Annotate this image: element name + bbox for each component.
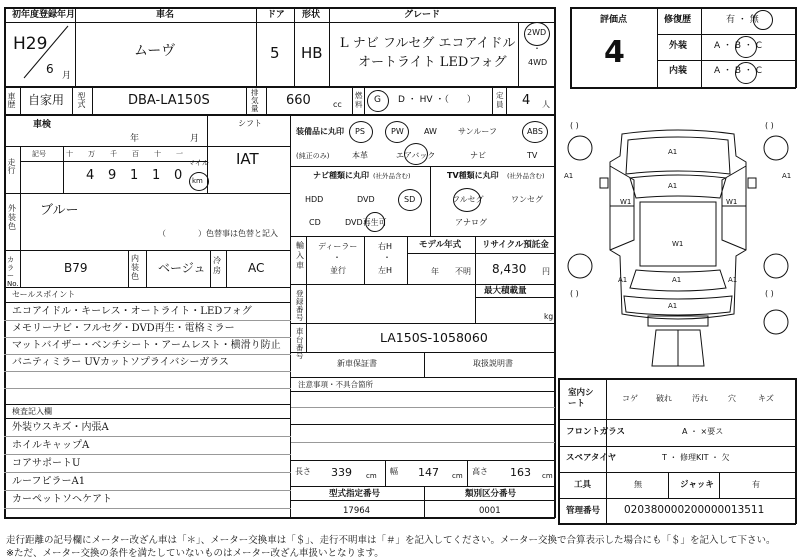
- height-label: 高さ: [472, 467, 488, 476]
- tools-label: 工具: [574, 480, 592, 490]
- damage-mark: A1: [672, 276, 682, 284]
- footer-line1: 走行距離の記号欄にメーター改ざん車は「＊」、メーター交換車は「＄」、走行不明車は「＃」を記入してください。メーター交換で合算表示した場合にも「＄」を記入して下さい。: [6, 535, 776, 546]
- model-label: 型式: [77, 92, 86, 108]
- cc-unit: cc: [333, 100, 342, 109]
- capacity-label: 定員: [496, 91, 504, 109]
- equip-item: PW: [391, 127, 404, 136]
- color-value: ブルー: [40, 203, 79, 218]
- navi-item: DVD再生可: [345, 218, 387, 227]
- seat-item: 破れ: [656, 394, 672, 403]
- shaken-year-suffix: 年: [130, 134, 140, 144]
- tv-item: ワンセグ: [511, 195, 543, 204]
- jack-label: ジャッキ: [680, 480, 714, 490]
- shift-label: シフト: [238, 119, 262, 128]
- interior-color-label: 内装色: [131, 254, 139, 281]
- kg-unit: kg: [544, 312, 554, 321]
- seat-item: 穴: [728, 394, 736, 403]
- windshield-label: フロントガラス: [566, 427, 625, 437]
- interior-scale: A ・ B ・ C: [714, 66, 763, 76]
- length-value: 339: [331, 466, 352, 479]
- yen-unit: 円: [542, 267, 550, 276]
- reg-year-label: 初年度登録年月: [12, 10, 76, 20]
- mileage-digit: 9: [108, 168, 117, 183]
- inspector-line: 外装ウスキズ・内張A: [12, 422, 109, 433]
- exterior-label: 外装: [669, 41, 688, 51]
- height-value: 163: [510, 466, 531, 479]
- door-label: ドア: [267, 10, 285, 20]
- navi-item: DVD: [357, 195, 375, 204]
- width-value: 147: [418, 466, 439, 479]
- reg-year-value: H29: [13, 34, 48, 54]
- tv-title: TV種類に丸印: [447, 171, 499, 180]
- drive-2wd: 2WD: [527, 28, 547, 37]
- sales-point-line: エコアイドル・キーレス・オートライト・LEDフォグ: [12, 306, 252, 317]
- damage-mark: A1: [564, 172, 574, 180]
- fuel-rest: D ・ HV ・（ ）: [398, 95, 476, 105]
- shaken-month-suffix: 月: [190, 134, 200, 144]
- shape-label: 形状: [302, 10, 321, 20]
- damage-mark: A1: [618, 276, 628, 284]
- left-hand: 左H: [378, 266, 393, 275]
- km-label: km: [192, 177, 203, 185]
- fullseg-circle: [453, 188, 481, 212]
- exterior-b-circle: [735, 36, 757, 58]
- hand-dot: ・: [383, 253, 391, 262]
- displacement-label: 排気量: [251, 88, 259, 113]
- sales-point-line: バニティミラー UVカットソプライバシーガラス: [12, 357, 229, 368]
- shift-value: IAT: [236, 150, 259, 168]
- equip-item: サンルーフ: [458, 127, 497, 136]
- windshield-value: A ・ ×要ス: [682, 427, 724, 436]
- equip-item: ナビ: [470, 151, 486, 160]
- mileage-mark: 十: [66, 150, 73, 158]
- color-label: 外装色: [8, 204, 16, 231]
- class-no-value: 0001: [479, 506, 501, 516]
- chassis-label: 車台番号: [296, 327, 304, 360]
- name-label: 車名: [156, 10, 175, 20]
- mileage-mark: 千: [110, 150, 117, 158]
- interior-seat-label: 室内シート: [568, 388, 594, 409]
- mileage-digit: 1: [152, 168, 161, 183]
- tv-item: フルセグ: [452, 195, 484, 204]
- warranty-label: 新車保証書: [337, 359, 377, 368]
- recycle-value: 8,430: [492, 262, 527, 276]
- recycle-label: リサイクル預託金: [482, 240, 549, 250]
- inspector-line: ルーフピラーA1: [12, 476, 86, 487]
- chassis-value: LA150S-1058060: [380, 330, 488, 345]
- equipment-label: 装備品に丸印: [296, 127, 344, 136]
- sales-point-line: マットバイザー・ベンチシート・アームレスト・横滑り防止: [12, 340, 281, 351]
- equip-item: エアバック: [396, 151, 436, 160]
- equip-item: ABS: [527, 127, 543, 136]
- exterior-scale: A ・ B ・ C: [714, 41, 763, 51]
- drive-4wd: 4WD: [528, 58, 548, 67]
- damage-mark: W1: [726, 198, 738, 206]
- dvd-play-circle: [365, 212, 385, 232]
- ps-circle: [349, 121, 373, 143]
- displacement-value: 660: [286, 93, 311, 108]
- reg-number-label: 登録番号: [296, 289, 304, 322]
- inspector-line: カーペットソヘケアト: [12, 494, 112, 505]
- seat-item: 汚れ: [692, 394, 708, 403]
- fuel-g: G: [374, 95, 381, 105]
- pw-circle: [385, 121, 409, 143]
- reg-month-value: 6: [46, 62, 54, 76]
- class-no-label: 類別区分番号: [465, 489, 517, 499]
- mileage-mark: 記号: [32, 150, 46, 158]
- equip-item: AW: [424, 127, 437, 136]
- rating-value: 4: [604, 35, 625, 70]
- spare-label: スペアタイヤ: [566, 453, 617, 463]
- damage-mark: W1: [672, 240, 684, 248]
- equip-item: 本革: [352, 151, 368, 160]
- inspector-label: 検査記入欄: [12, 407, 52, 416]
- equipment-sub: (純正のみ): [296, 152, 330, 160]
- usage-class-value: 自家用: [28, 93, 65, 107]
- capacity-unit: 人: [542, 100, 550, 109]
- interior-color-value: ベージュ: [158, 261, 206, 275]
- damage-mark: W1: [620, 198, 632, 206]
- management-label: 管理番号: [566, 506, 601, 516]
- usage-class-label: 車歴: [7, 92, 16, 108]
- notes-label: 注意事項・不具合箇所: [298, 380, 373, 389]
- capacity-value: 4: [522, 93, 531, 108]
- repair-none-circle: [753, 10, 773, 30]
- length-unit: cm: [366, 472, 377, 480]
- airbag-circle: [404, 143, 428, 165]
- color-no-label: カラーNo.: [7, 256, 19, 288]
- shaken-label: 車検: [33, 120, 52, 130]
- tv-note: (社外品含む): [507, 172, 545, 180]
- sd-circle: [398, 189, 422, 211]
- svg-text:( ): ( ): [765, 121, 774, 130]
- import-parallel: 並行: [330, 266, 346, 275]
- equip-item: PS: [355, 127, 365, 136]
- damage-mark: A1: [668, 182, 678, 190]
- model-year-label: モデル年式: [419, 240, 462, 250]
- spare-value: T ・ 修理KIT ・ 欠: [662, 453, 730, 462]
- length-label: 長さ: [295, 467, 311, 476]
- reg-month-suffix: 月: [62, 71, 72, 81]
- grade-line1: L ナビ フルセグ エコアイドル: [340, 36, 516, 51]
- ac-label: 冷房: [213, 256, 221, 275]
- mileage-mark: 万: [88, 150, 95, 158]
- management-value: 020380000200000013511: [624, 504, 765, 516]
- mileage-digit: 1: [130, 168, 139, 183]
- damage-mark: A1: [728, 276, 738, 284]
- repair-value: 有 ・ 無: [726, 15, 759, 25]
- doors-value: 5: [270, 44, 280, 62]
- seat-item: コゲ: [622, 394, 638, 403]
- damage-mark: A1: [668, 148, 678, 156]
- inspector-line: コアサポートU: [12, 458, 81, 469]
- abs-circle: [522, 121, 548, 143]
- import-dealer: ディーラー: [318, 242, 358, 251]
- mileage-mark: 百: [132, 150, 139, 158]
- model-year-unknown: 不明: [455, 267, 471, 276]
- repair-label: 修復歴: [664, 15, 692, 25]
- navi-note: (社外品含む): [373, 172, 411, 180]
- svg-text:( ): ( ): [570, 121, 579, 130]
- shape-value: HB: [301, 44, 323, 62]
- ac-value: AC: [248, 261, 265, 275]
- mileage-mark: 十: [154, 150, 161, 158]
- tv-item: アナログ: [455, 218, 487, 227]
- damage-mark: A1: [668, 302, 678, 310]
- mile-label: マイル: [188, 159, 209, 167]
- width-unit: cm: [452, 472, 463, 480]
- sales-points-label: セールスポイント: [12, 290, 76, 299]
- mileage-label: 走行: [7, 158, 16, 174]
- type-no-label: 型式指定番号: [329, 489, 381, 499]
- grade-line2: オートライト LEDフォグ: [358, 55, 507, 70]
- tools-value: 無: [634, 480, 642, 489]
- mileage-mark: 一: [176, 150, 183, 158]
- navi-item: HDD: [305, 195, 324, 204]
- navi-item: SD: [404, 195, 416, 204]
- color-note: （ ）色替事は色替と記入: [158, 229, 278, 238]
- jack-value: 有: [752, 480, 760, 489]
- car-damage-diagram: [560, 90, 796, 376]
- right-hand: 右H: [378, 242, 393, 251]
- max-load-label: 最大積載量: [484, 286, 527, 296]
- rating-label: 評価点: [600, 15, 628, 25]
- color-no-value: B79: [64, 261, 88, 275]
- type-no-value: 17964: [343, 506, 371, 516]
- inspector-line: ホイルキャップA: [12, 440, 90, 451]
- footer-line2: ※ただ、メーター交換の条件を満たしていないものはメーター改ざん車扱いとなります。: [6, 548, 384, 559]
- navi-item: CD: [309, 218, 321, 227]
- sales-point-line: メモリーナビ・フルセグ・DVD再生・電格ミラー: [12, 323, 235, 334]
- mileage-digit: 4: [86, 168, 95, 183]
- drive-dot: ・: [533, 44, 541, 53]
- svg-text:( ): ( ): [765, 289, 774, 298]
- interior-b-circle: [735, 62, 757, 84]
- grade-label: グレード: [404, 10, 441, 20]
- model-year-suffix: 年: [431, 267, 439, 276]
- equip-item: TV: [527, 151, 538, 160]
- fuel-label: 燃料: [355, 91, 363, 109]
- width-label: 幅: [390, 467, 398, 476]
- svg-text:( ): ( ): [570, 289, 579, 298]
- interior-label: 内装: [669, 66, 688, 76]
- damage-mark: A1: [782, 172, 792, 180]
- import-label: 輸入車: [296, 241, 304, 270]
- import-dot: ・: [333, 253, 341, 262]
- height-unit: cm: [542, 472, 553, 480]
- car-name-value: ムーヴ: [134, 43, 176, 59]
- seat-item: キズ: [758, 394, 774, 403]
- manual-label: 取扱説明書: [473, 359, 513, 368]
- mileage-digit: 0: [174, 168, 183, 183]
- navi-title: ナビ種類に丸印: [313, 171, 369, 180]
- model-value: DBA-LA150S: [128, 93, 210, 108]
